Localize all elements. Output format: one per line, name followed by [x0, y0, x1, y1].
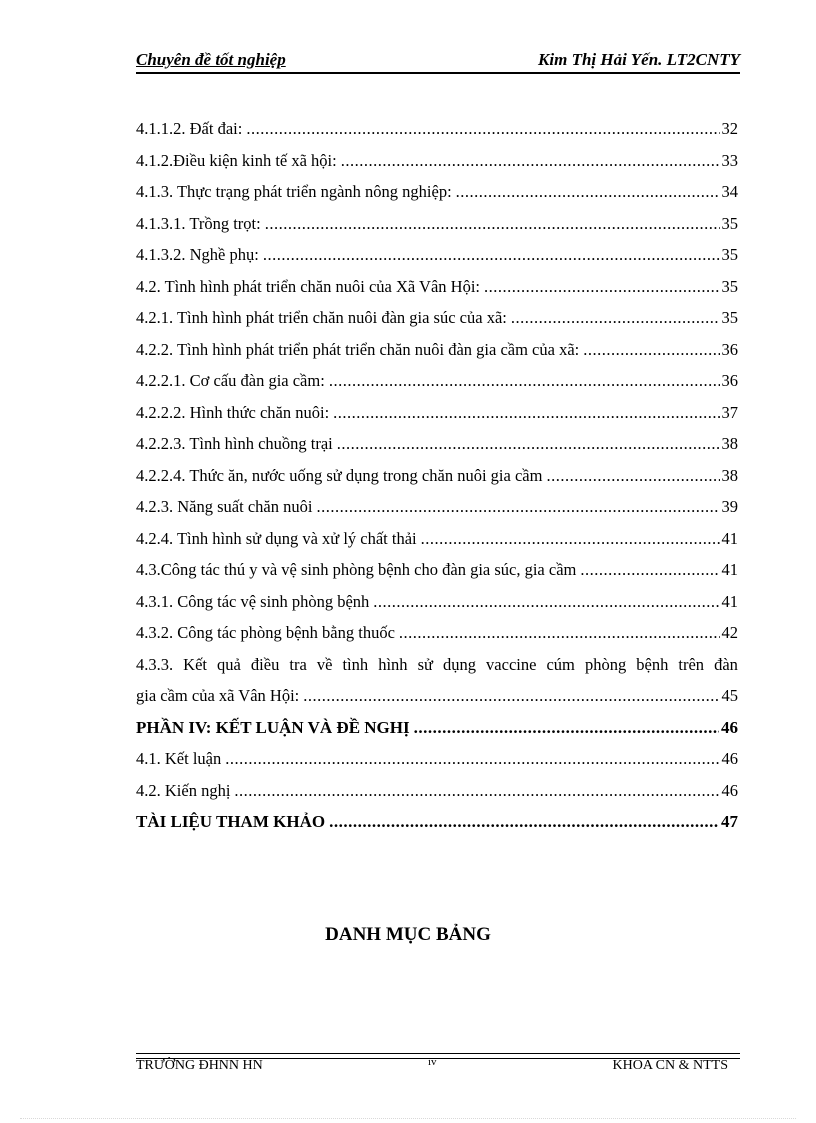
toc-entry-title: 4.2.2.4. Thức ăn, nước uống sử dụng trong chăn nuôi gia cầm [136, 465, 543, 485]
footer-page-number: iv [428, 1056, 437, 1068]
toc-leader-dots [303, 680, 719, 712]
toc-entry[interactable] [136, 460, 738, 492]
toc-entry-title: 4.2.2.3. Tình hình chuồng trại [136, 434, 333, 453]
toc-entry-word: về [316, 654, 333, 674]
toc-entry-word: quả [217, 654, 241, 674]
toc-entry[interactable] [136, 775, 738, 807]
toc-entry[interactable] [136, 428, 738, 460]
toc-entry[interactable] [136, 554, 738, 586]
toc-leader-dots [265, 208, 720, 240]
toc-entry-word: tra [289, 654, 307, 674]
toc-entry-word: Kết [183, 654, 207, 674]
toc-entry-page: 45 [721, 686, 738, 705]
toc-entry-title: PHẦN IV: KẾT LUẬN VÀ ĐỀ NGHỊ [136, 717, 410, 737]
toc-entry-page: 35 [721, 308, 738, 327]
toc-entry-page: 37 [721, 402, 738, 422]
toc-entry-page: 36 [721, 339, 738, 359]
toc-entry[interactable] [136, 302, 738, 334]
toc-entry[interactable] [136, 208, 738, 240]
toc-leader-dots [580, 554, 719, 586]
toc-entry-title: 4.1.2.Điều kiện kinh tế xã hội: [136, 150, 337, 170]
toc-leader-dots [246, 113, 719, 145]
toc-entry-title: 4.2.4. Tình hình sử dụng và xử lý chất thải [136, 528, 417, 548]
toc-entry[interactable] [136, 176, 738, 208]
toc-leader-dots [234, 775, 719, 807]
toc-entry-page: 35 [721, 245, 738, 264]
toc-entry-word: đàn [714, 654, 738, 674]
toc-entry-title: 4.1.3. Thực trạng phát triển ngành nông nghiệp: [136, 182, 452, 201]
toc-entry-title: 4.2.2.2. Hình thức chăn nuôi: [136, 402, 330, 422]
toc-entry-page: 35 [721, 276, 738, 296]
toc-entry-word: điều [250, 654, 280, 674]
toc-entry-word: bệnh [636, 654, 669, 674]
toc-entry-title: 4.3.2. Công tác phòng bệnh bằng thuốc [136, 623, 395, 642]
toc-entry-word: tình [342, 654, 369, 674]
toc-entry-title: 4.2.3. Năng suất chăn nuôi [136, 497, 313, 516]
toc-entry[interactable] [136, 523, 738, 555]
toc-entry[interactable] [136, 491, 738, 523]
toc-entry[interactable] [136, 145, 738, 177]
toc-entry-page: 42 [721, 623, 738, 642]
toc-entry-title: 4.3.1. Công tác vệ sinh phòng bệnh [136, 591, 370, 611]
toc-entry-title: 4.1.3.2. Nghề phụ: [136, 245, 259, 264]
toc-leader-dots [484, 271, 720, 303]
toc-leader-dots [263, 239, 720, 271]
toc-entry-word: cúm [546, 654, 575, 674]
toc-entry-title: 4.3.Công tác thú y và vệ sinh phòng bệnh cho đàn gia súc, gia cầm [136, 560, 577, 579]
toc-entry[interactable] [136, 365, 738, 397]
toc-leader-dots [583, 334, 719, 366]
toc-entry-page: 39 [721, 497, 738, 516]
toc-entry-page: 41 [721, 560, 738, 579]
toc-entry-title: 4.2.1. Tình hình phát triển chăn nuôi đàn gia súc của xã: [136, 308, 507, 327]
toc-entry-page: 38 [721, 465, 738, 485]
toc-leader-dots [414, 712, 719, 744]
toc-entry-word: vaccine [486, 654, 537, 674]
toc-entry-wrapped-line2[interactable] [136, 680, 738, 712]
toc-entry-page: 46 [721, 749, 738, 768]
toc-entry-page: 38 [721, 434, 738, 453]
section-title-list-of-tables: DANH MỤC BẢNG [325, 924, 491, 945]
toc-entry-title: TÀI LIỆU THAM KHẢO [136, 812, 326, 831]
toc-entry-page: 46 [721, 780, 738, 800]
toc-entry-title: 4.1.3.1. Trồng trọt: [136, 213, 261, 233]
page-footer [136, 1058, 740, 1078]
toc-entry-page: 41 [721, 528, 738, 548]
header-author: Kim Thị Hải Yến. LT2CNTY [538, 50, 740, 69]
page-edge-dotted-line [20, 1118, 796, 1119]
toc-leader-dots [316, 491, 719, 523]
toc-leader-dots [225, 743, 719, 775]
toc-leader-dots [329, 806, 719, 838]
footer-university: TRƯỜNG ĐHNN HN [136, 1058, 263, 1073]
toc-entry-word: dụng [443, 654, 476, 674]
toc-entry[interactable] [136, 397, 738, 429]
toc-entry-page: 46 [721, 717, 738, 737]
toc-entry-title: 4.1.1.2. Đất đai: [136, 119, 243, 138]
toc-entry-word: hình [378, 654, 408, 674]
toc-entry-title: 4.2. Tình hình phát triển chăn nuôi của Xã Vân Hội: [136, 276, 480, 296]
toc-leader-dots [341, 145, 720, 177]
toc-entry[interactable] [136, 617, 738, 649]
toc-entry-title: 4.2. Kiến nghị [136, 780, 231, 800]
toc-entry-title: 4.1. Kết luận [136, 749, 222, 768]
header-doc-type: Chuyên đề tốt nghiệp [136, 50, 286, 69]
toc-entry[interactable] [136, 334, 738, 366]
toc-entry[interactable] [136, 113, 738, 145]
toc-leader-dots [421, 523, 720, 555]
toc-leader-dots [399, 617, 720, 649]
toc-entry[interactable] [136, 806, 738, 838]
toc-leader-dots [511, 302, 720, 334]
toc-entry-wrapped-line1[interactable] [136, 649, 738, 681]
table-of-contents [136, 113, 738, 838]
footer-faculty: KHOA CN & NTTS [612, 1058, 728, 1073]
toc-entry[interactable] [136, 239, 738, 271]
toc-entry-page: 41 [721, 591, 738, 611]
toc-entry-page: 33 [721, 150, 738, 170]
toc-entry-word: trên [678, 654, 705, 674]
toc-entry-title: 4.2.2.1. Cơ cấu đàn gia cầm: [136, 371, 325, 390]
toc-entry-page: 47 [721, 812, 738, 831]
toc-entry-page: 34 [721, 182, 738, 201]
toc-entry-word: sử [417, 654, 433, 674]
toc-leader-dots [456, 176, 720, 208]
toc-entry-word: 4.3.3. [136, 654, 174, 674]
toc-entry-page: 32 [721, 119, 738, 138]
toc-leader-dots [546, 460, 719, 492]
toc-entry-page: 36 [721, 371, 738, 390]
toc-entry-title: 4.2.2. Tình hình phát triển phát triển chăn nuôi đàn gia cầm của xã: [136, 339, 580, 359]
toc-leader-dots [329, 365, 720, 397]
toc-leader-dots [373, 586, 719, 618]
toc-entry[interactable] [136, 743, 738, 775]
toc-entry[interactable] [136, 586, 738, 618]
toc-entry-word: phòng [584, 654, 627, 674]
toc-entry-page: 35 [721, 213, 738, 233]
toc-entry[interactable] [136, 712, 738, 744]
toc-leader-dots [337, 428, 720, 460]
page-header [136, 50, 740, 74]
toc-leader-dots [333, 397, 719, 429]
toc-entry[interactable] [136, 271, 738, 303]
toc-entry-title: gia cầm của xã Vân Hội: [136, 686, 300, 705]
